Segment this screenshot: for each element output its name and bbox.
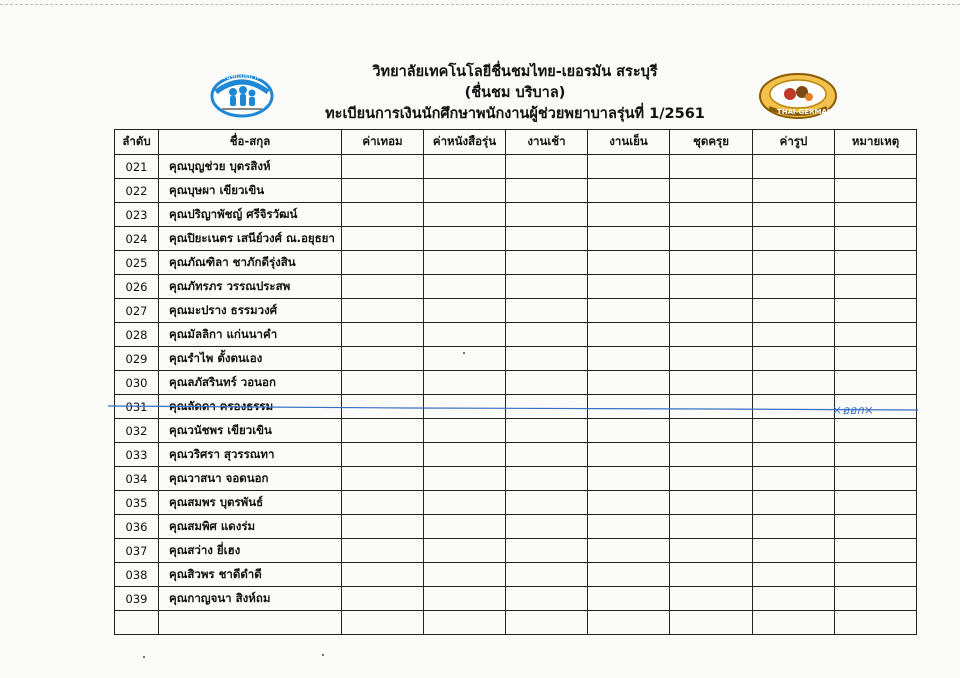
payment-cell — [588, 227, 670, 251]
note-cell — [835, 179, 917, 203]
payment-cell — [670, 443, 753, 467]
student-name: คุณลัดดา ครองธรรม — [159, 395, 342, 419]
payment-cell — [506, 155, 588, 179]
payment-cell — [342, 371, 424, 395]
row-number: 037 — [115, 539, 159, 563]
column-header: ค่าหนังสือรุ่น — [424, 130, 506, 155]
payment-cell — [670, 563, 753, 587]
table-row — [115, 419, 917, 443]
payment-cell — [342, 203, 424, 227]
college-subname: (ชื่นชม บริบาล) — [464, 85, 566, 101]
payment-cell — [588, 155, 670, 179]
payment-cell — [753, 419, 835, 443]
student-name: คุณลภัสรินทร์ วอนอก — [159, 371, 342, 395]
student-name: คุณมัลลิกา แก่นนาคำ — [159, 323, 342, 347]
payment-cell — [588, 203, 670, 227]
payment-cell — [342, 275, 424, 299]
payment-cell — [588, 563, 670, 587]
payment-cell — [342, 467, 424, 491]
payment-cell — [670, 467, 753, 491]
payment-cell — [342, 299, 424, 323]
student-name: คุณปริญาพัชญ์ ศรีจิรวัฒน์ — [159, 203, 342, 227]
student-name: คุณกาญจนา สิงห์ถม — [159, 587, 342, 611]
table-row — [115, 587, 917, 611]
payment-cell — [588, 323, 670, 347]
student-name: คุณบุญช่วย บุตรสิงห์ — [159, 155, 342, 179]
payment-cell — [670, 371, 753, 395]
payment-cell — [753, 323, 835, 347]
note-cell — [835, 275, 917, 299]
payment-cell — [670, 179, 753, 203]
row-number: 035 — [115, 491, 159, 515]
student-name: คุณวริศรา สุวรรณทา — [159, 443, 342, 467]
payment-cell — [506, 443, 588, 467]
row-number: 027 — [115, 299, 159, 323]
note-cell — [835, 563, 917, 587]
school-logo-icon — [206, 70, 278, 118]
payment-cell — [424, 203, 506, 227]
payment-cell — [670, 491, 753, 515]
payment-cell — [753, 275, 835, 299]
table-row — [115, 539, 917, 563]
column-header: หมายเหตุ — [835, 130, 917, 155]
student-name: คุณสมพิศ แดงร่ม — [159, 515, 342, 539]
payment-cell — [753, 371, 835, 395]
finance-register-table — [114, 129, 917, 635]
payment-cell — [753, 179, 835, 203]
row-number: 034 — [115, 467, 159, 491]
payment-cell — [342, 227, 424, 251]
payment-cell — [424, 347, 506, 371]
payment-cell — [342, 563, 424, 587]
note-cell — [835, 155, 917, 179]
column-header: งานเย็น — [588, 130, 670, 155]
table-row — [115, 467, 917, 491]
payment-cell — [753, 539, 835, 563]
payment-cell — [424, 371, 506, 395]
table-row — [115, 155, 917, 179]
row-number: 031 — [115, 395, 159, 419]
scan-speck — [322, 654, 324, 656]
table-row — [115, 491, 917, 515]
column-header: งานเช้า — [506, 130, 588, 155]
thai-german-logo-text: THAI-GERMAN — [777, 108, 833, 116]
student-name: คุณวนัชพร เขียวเขิน — [159, 419, 342, 443]
student-name: คุณสว่าง ยี่เฮง — [159, 539, 342, 563]
payment-cell — [506, 419, 588, 443]
payment-cell — [506, 587, 588, 611]
note-cell — [835, 299, 917, 323]
payment-cell — [506, 467, 588, 491]
payment-cell — [424, 563, 506, 587]
table-header-row — [115, 130, 917, 155]
payment-cell — [588, 275, 670, 299]
payment-cell — [424, 515, 506, 539]
payment-cell — [424, 251, 506, 275]
payment-cell — [506, 275, 588, 299]
payment-cell — [506, 323, 588, 347]
payment-cell — [342, 611, 424, 635]
payment-cell — [424, 419, 506, 443]
note-cell — [835, 323, 917, 347]
payment-cell — [506, 299, 588, 323]
payment-cell — [342, 587, 424, 611]
row-number: 028 — [115, 323, 159, 347]
note-cell — [835, 203, 917, 227]
column-header: ชื่อ-สกุล — [159, 130, 342, 155]
payment-cell — [506, 227, 588, 251]
payment-cell — [506, 251, 588, 275]
payment-cell — [753, 227, 835, 251]
payment-cell — [753, 347, 835, 371]
payment-cell — [506, 203, 588, 227]
row-number: 022 — [115, 179, 159, 203]
student-name: คุณสมพร บุตรพันธ์ — [159, 491, 342, 515]
table-row — [115, 443, 917, 467]
row-number: 026 — [115, 275, 159, 299]
payment-cell — [753, 515, 835, 539]
payment-cell — [342, 443, 424, 467]
payment-cell — [753, 587, 835, 611]
student-name: คุณรำไพ ตั้งตนเอง — [159, 347, 342, 371]
school-logo-text: ชื่นชมบริบาล — [221, 73, 261, 81]
column-header: ค่าเทอม — [342, 130, 424, 155]
scan-speck — [143, 656, 145, 658]
payment-cell — [670, 419, 753, 443]
payment-cell — [424, 323, 506, 347]
note-cell — [835, 515, 917, 539]
payment-cell — [588, 587, 670, 611]
payment-cell — [506, 179, 588, 203]
row-number: 038 — [115, 563, 159, 587]
note-cell — [835, 491, 917, 515]
page-top-border — [0, 4, 960, 5]
payment-cell — [342, 515, 424, 539]
payment-cell — [670, 587, 753, 611]
strike-through-line — [108, 404, 918, 412]
student-name: คุณภัณฑิลา ชาภักดีรุ่งสิน — [159, 251, 342, 275]
handwritten-note: ×ออก× — [832, 403, 874, 417]
payment-cell — [588, 491, 670, 515]
row-number: 032 — [115, 419, 159, 443]
payment-cell — [424, 611, 506, 635]
payment-cell — [588, 347, 670, 371]
document-header — [300, 62, 730, 125]
payment-cell — [424, 467, 506, 491]
payment-cell — [506, 563, 588, 587]
payment-cell — [588, 371, 670, 395]
payment-cell — [588, 419, 670, 443]
row-number: 024 — [115, 227, 159, 251]
payment-cell — [424, 587, 506, 611]
column-header: ลำดับ — [115, 130, 159, 155]
note-cell — [835, 467, 917, 491]
column-header: ค่ารูป — [753, 130, 835, 155]
payment-cell — [753, 563, 835, 587]
payment-cell — [506, 491, 588, 515]
payment-cell — [424, 179, 506, 203]
register-title: ทะเบียนการเงินนักศึกษาพนักงานผู้ช่วยพยาบาลรุ่นที่ 1/2561 — [325, 106, 705, 122]
payment-cell — [670, 323, 753, 347]
payment-cell — [342, 323, 424, 347]
table-row — [115, 251, 917, 275]
payment-cell — [424, 227, 506, 251]
payment-cell — [424, 443, 506, 467]
student-name: คุณมะปราง ธรรมวงศ์ — [159, 299, 342, 323]
row-number — [115, 611, 159, 635]
student-name: คุณวาสนา จอดนอก — [159, 467, 342, 491]
payment-cell — [424, 155, 506, 179]
payment-cell — [588, 539, 670, 563]
note-cell — [835, 227, 917, 251]
table-body — [115, 155, 917, 635]
note-cell — [835, 587, 917, 611]
table-row — [115, 227, 917, 251]
payment-cell — [670, 275, 753, 299]
payment-cell — [342, 419, 424, 443]
column-header: ชุดครุย — [670, 130, 753, 155]
payment-cell — [342, 179, 424, 203]
note-cell — [835, 419, 917, 443]
table-row — [115, 275, 917, 299]
payment-cell — [753, 467, 835, 491]
row-number: 033 — [115, 443, 159, 467]
thai-german-logo-icon — [757, 72, 839, 120]
payment-cell — [670, 227, 753, 251]
payment-cell — [670, 251, 753, 275]
table-row — [115, 371, 917, 395]
payment-cell — [753, 491, 835, 515]
payment-cell — [753, 611, 835, 635]
payment-cell — [424, 539, 506, 563]
table-row — [115, 611, 917, 635]
payment-cell — [588, 443, 670, 467]
table-row — [115, 299, 917, 323]
row-number: 036 — [115, 515, 159, 539]
payment-cell — [342, 491, 424, 515]
table-row — [115, 347, 917, 371]
student-name: คุณบุษผา เขียวเขิน — [159, 179, 342, 203]
payment-cell — [342, 539, 424, 563]
note-cell — [835, 539, 917, 563]
table-row — [115, 323, 917, 347]
payment-cell — [342, 251, 424, 275]
payment-cell — [753, 203, 835, 227]
note-cell — [835, 347, 917, 371]
scan-speck — [463, 352, 465, 354]
table-row — [115, 515, 917, 539]
row-number: 039 — [115, 587, 159, 611]
payment-cell — [506, 515, 588, 539]
row-number: 021 — [115, 155, 159, 179]
row-number: 030 — [115, 371, 159, 395]
payment-cell — [588, 467, 670, 491]
payment-cell — [588, 179, 670, 203]
payment-cell — [588, 251, 670, 275]
note-cell — [835, 443, 917, 467]
college-name: วิทยาลัยเทคโนโลยีชื่นชมไทย-เยอรมัน สระบุรี — [372, 64, 658, 80]
student-name — [159, 611, 342, 635]
row-number: 029 — [115, 347, 159, 371]
payment-cell — [424, 299, 506, 323]
table-row — [115, 203, 917, 227]
note-cell — [835, 371, 917, 395]
payment-cell — [424, 275, 506, 299]
table-row — [115, 563, 917, 587]
payment-cell — [753, 299, 835, 323]
row-number: 025 — [115, 251, 159, 275]
table-row — [115, 179, 917, 203]
student-name: คุณภัทรภร วรรณประสพ — [159, 275, 342, 299]
payment-cell — [424, 491, 506, 515]
payment-cell — [588, 611, 670, 635]
payment-cell — [588, 515, 670, 539]
payment-cell — [670, 299, 753, 323]
row-number: 023 — [115, 203, 159, 227]
payment-cell — [342, 347, 424, 371]
payment-cell — [670, 203, 753, 227]
payment-cell — [506, 371, 588, 395]
student-name: คุณสิวพร ชาดีดำดี — [159, 563, 342, 587]
payment-cell — [670, 515, 753, 539]
payment-cell — [753, 443, 835, 467]
note-cell — [835, 611, 917, 635]
payment-cell — [588, 299, 670, 323]
note-cell — [835, 251, 917, 275]
payment-cell — [753, 155, 835, 179]
payment-cell — [670, 347, 753, 371]
student-name: คุณปิยะเนตร เสนีย์วงศ์ ณ.อยุธยา — [159, 227, 342, 251]
payment-cell — [670, 539, 753, 563]
payment-cell — [506, 611, 588, 635]
payment-cell — [506, 347, 588, 371]
payment-cell — [753, 251, 835, 275]
payment-cell — [506, 539, 588, 563]
payment-cell — [342, 155, 424, 179]
payment-cell — [670, 155, 753, 179]
payment-cell — [670, 611, 753, 635]
